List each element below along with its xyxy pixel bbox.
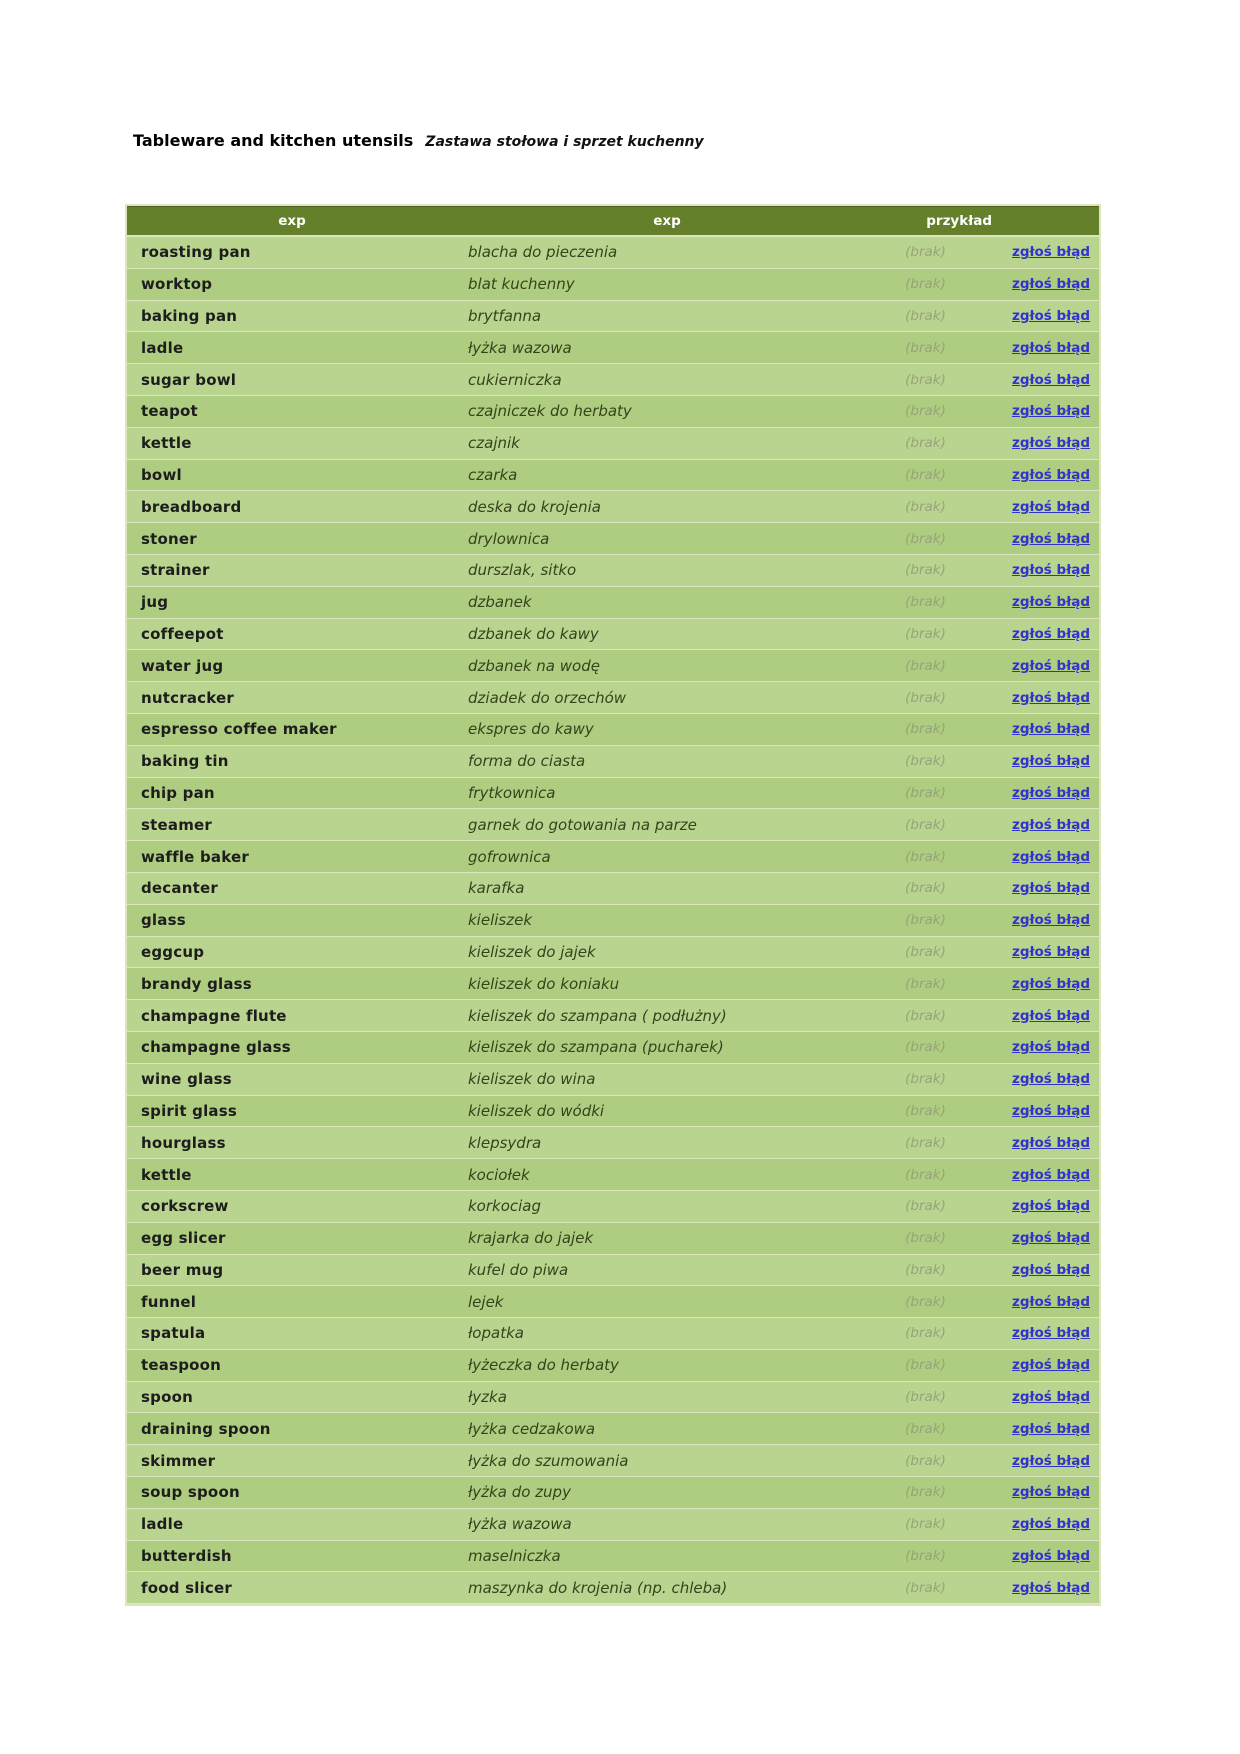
polish-translation: łyzka (468, 1388, 507, 1407)
english-term: waffle baker (141, 847, 249, 866)
report-error-link[interactable]: zgłoś błąd (1012, 594, 1090, 611)
report-error-link[interactable]: zgłoś błąd (1012, 816, 1090, 833)
english-term: spatula (141, 1324, 206, 1343)
polish-translation: czajniczek do herbaty (468, 402, 632, 421)
polish-translation: kieliszek do szampana ( podłużny) (468, 1006, 727, 1025)
report-error-link[interactable]: zgłoś błąd (1012, 1039, 1090, 1056)
report-error-link[interactable]: zgłoś błąd (1012, 912, 1090, 929)
polish-translation: dzbanek na wodę (468, 656, 600, 675)
english-term: glass (141, 911, 186, 930)
english-term: jug (141, 593, 169, 612)
table-row (127, 1191, 1099, 1222)
actions-cell (1000, 1509, 1099, 1540)
report-error-link[interactable]: zgłoś błąd (1012, 466, 1090, 483)
example-placeholder: (brak) (905, 1548, 946, 1565)
example-placeholder: (brak) (905, 1039, 946, 1056)
report-error-link[interactable]: zgłoś błąd (1012, 1484, 1090, 1501)
actions-cell (1000, 619, 1099, 650)
report-error-link[interactable]: zgłoś błąd (1012, 1071, 1090, 1088)
report-error-link[interactable]: zgłoś błąd (1012, 848, 1090, 865)
report-error-link[interactable]: zgłoś błąd (1012, 689, 1090, 706)
english-term: soup spoon (141, 1483, 240, 1502)
polish-translation: dzbanek do kawy (468, 624, 599, 643)
polish-translation: drylownica (468, 529, 550, 548)
report-error-link[interactable]: zgłoś błąd (1012, 943, 1090, 960)
example-placeholder: (brak) (905, 943, 946, 960)
english-term: champagne glass (141, 1038, 291, 1057)
polish-translation: łyżka do zupy (468, 1483, 571, 1502)
report-error-link[interactable]: zgłoś błąd (1012, 657, 1090, 674)
actions-cell (1000, 1541, 1099, 1572)
table-row (127, 1223, 1099, 1254)
example-placeholder: (brak) (905, 1516, 946, 1533)
page-subtitle: Zastawa stołowa i sprzet kuchenny (425, 134, 704, 150)
polish-translation: maszynka do krojenia (np. chleba) (468, 1578, 728, 1597)
polish-translation: kieliszek do koniaku (468, 974, 620, 993)
example-placeholder: (brak) (905, 1420, 946, 1437)
actions-cell (1000, 396, 1099, 427)
english-term: chip pan (141, 783, 215, 802)
report-error-link[interactable]: zgłoś błąd (1012, 721, 1090, 738)
actions-cell (1000, 1572, 1099, 1603)
example-placeholder: (brak) (905, 1484, 946, 1501)
example-placeholder: (brak) (905, 753, 946, 770)
report-error-link[interactable]: zgłoś błąd (1012, 530, 1090, 547)
english-term: bowl (141, 465, 182, 484)
example-placeholder: (brak) (905, 244, 946, 261)
polish-translation: lejek (468, 1292, 504, 1311)
actions-cell (1000, 682, 1099, 713)
report-error-link[interactable]: zgłoś błąd (1012, 784, 1090, 801)
actions-cell (1000, 460, 1099, 491)
report-error-link[interactable]: zgłoś błąd (1012, 880, 1090, 897)
actions-cell (1000, 778, 1099, 809)
example-placeholder: (brak) (905, 1102, 946, 1119)
actions-cell (1000, 587, 1099, 618)
report-error-link[interactable]: zgłoś błąd (1012, 1230, 1090, 1247)
report-error-link[interactable]: zgłoś błąd (1012, 1293, 1090, 1310)
english-term: hourglass (141, 1133, 226, 1152)
report-error-link[interactable]: zgłoś błąd (1012, 1198, 1090, 1215)
actions-cell (1000, 650, 1099, 681)
english-term: worktop (141, 275, 213, 294)
english-term: funnel (141, 1292, 197, 1311)
example-placeholder: (brak) (905, 689, 946, 706)
polish-translation: brytfanna (468, 306, 542, 325)
example-placeholder: (brak) (905, 466, 946, 483)
column-header-actions (1000, 207, 1099, 235)
actions-cell (1000, 1032, 1099, 1063)
column-header-przyklad: przykład (926, 213, 992, 229)
table-row (127, 1032, 1099, 1063)
actions-cell (1000, 841, 1099, 872)
actions-cell (1000, 1159, 1099, 1190)
example-placeholder: (brak) (905, 1293, 946, 1310)
english-term: breadboard (141, 497, 242, 516)
report-error-link[interactable]: zgłoś błąd (1012, 562, 1090, 579)
example-placeholder: (brak) (905, 1134, 946, 1151)
example-placeholder: (brak) (905, 403, 946, 420)
table-row (127, 428, 1099, 459)
english-term: spirit glass (141, 1101, 237, 1120)
report-error-link[interactable]: zgłoś błąd (1012, 625, 1090, 642)
actions-cell (1000, 809, 1099, 840)
example-placeholder: (brak) (905, 1389, 946, 1406)
english-term: skimmer (141, 1451, 216, 1470)
example-placeholder: (brak) (905, 912, 946, 929)
english-term: wine glass (141, 1070, 232, 1089)
actions-cell (1000, 237, 1099, 268)
example-placeholder: (brak) (905, 1198, 946, 1215)
report-error-link[interactable]: zgłoś błąd (1012, 975, 1090, 992)
actions-cell (1000, 1127, 1099, 1158)
actions-cell (1000, 714, 1099, 745)
english-term: baking tin (141, 752, 229, 771)
english-term: ladle (141, 1515, 184, 1534)
actions-cell (1000, 1000, 1099, 1031)
report-error-link[interactable]: zgłoś błąd (1012, 435, 1090, 452)
example-placeholder: (brak) (905, 784, 946, 801)
table-row (127, 1127, 1099, 1158)
english-term: steamer (141, 815, 212, 834)
table-row (127, 555, 1099, 586)
example-placeholder: (brak) (905, 625, 946, 642)
example-placeholder: (brak) (905, 1325, 946, 1342)
english-term: teapot (141, 402, 198, 421)
report-error-link[interactable]: zgłoś błąd (1012, 307, 1090, 324)
actions-cell (1000, 555, 1099, 586)
table-row (127, 1096, 1099, 1127)
polish-translation: kieliszek do jajek (468, 942, 596, 961)
report-error-link[interactable]: zgłoś błąd (1012, 1102, 1090, 1119)
polish-translation: kieliszek (468, 911, 533, 930)
table-row (127, 937, 1099, 968)
actions-cell (1000, 905, 1099, 936)
report-error-link[interactable]: zgłoś błąd (1012, 1007, 1090, 1024)
polish-translation: garnek do gotowania na parze (468, 815, 697, 834)
polish-translation: kufel do piwa (468, 1260, 569, 1279)
english-term: food slicer (141, 1578, 232, 1597)
actions-cell (1000, 301, 1099, 332)
actions-cell (1000, 1191, 1099, 1222)
actions-cell (1000, 1318, 1099, 1349)
english-term: eggcup (141, 942, 205, 961)
actions-cell (1000, 523, 1099, 554)
polish-translation: kieliszek do wódki (468, 1101, 605, 1120)
english-term: brandy glass (141, 974, 252, 993)
report-error-link[interactable]: zgłoś błąd (1012, 403, 1090, 420)
polish-translation: korkociag (468, 1197, 542, 1216)
table-row (127, 1064, 1099, 1095)
english-term: baking pan (141, 306, 238, 325)
polish-translation: deska do krojenia (468, 497, 601, 516)
actions-cell (1000, 1064, 1099, 1095)
table-row (127, 587, 1099, 618)
table-row (127, 1286, 1099, 1317)
actions-cell (1000, 1096, 1099, 1127)
example-placeholder: (brak) (905, 371, 946, 388)
page-title: Tableware and kitchen utensils (133, 131, 414, 150)
report-error-link[interactable]: zgłoś błąd (1012, 1357, 1090, 1374)
actions-cell (1000, 269, 1099, 300)
english-term: spoon (141, 1388, 193, 1407)
english-term: draining spoon (141, 1419, 271, 1438)
actions-cell (1000, 1350, 1099, 1381)
polish-translation: ekspres do kawy (468, 720, 594, 739)
table-row (127, 396, 1099, 427)
actions-cell (1000, 332, 1099, 363)
example-placeholder: (brak) (905, 1230, 946, 1247)
example-placeholder: (brak) (905, 530, 946, 547)
example-placeholder: (brak) (905, 498, 946, 515)
polish-translation: dziadek do orzechów (468, 688, 627, 707)
example-placeholder: (brak) (905, 1357, 946, 1374)
example-placeholder: (brak) (905, 975, 946, 992)
english-term: nutcracker (141, 688, 234, 707)
polish-translation: maselniczka (468, 1547, 561, 1566)
polish-translation: dzbanek (468, 593, 532, 612)
polish-translation: łyżka do szumowania (468, 1451, 629, 1470)
english-term: teaspoon (141, 1356, 222, 1375)
table-row (127, 1541, 1099, 1572)
polish-translation: łyżka wazowa (468, 1515, 572, 1534)
table-row (127, 968, 1099, 999)
polish-translation: krajarka do jajek (468, 1229, 594, 1248)
report-error-link[interactable]: zgłoś błąd (1012, 1579, 1090, 1596)
example-placeholder: (brak) (905, 1071, 946, 1088)
table-row (127, 364, 1099, 395)
english-term: water jug (141, 656, 224, 675)
english-term: corkscrew (141, 1197, 229, 1216)
polish-translation: durszlak, sitko (468, 561, 577, 580)
polish-translation: łopatka (468, 1324, 524, 1343)
polish-translation: cukierniczka (468, 370, 562, 389)
example-placeholder: (brak) (905, 1166, 946, 1183)
actions-cell (1000, 968, 1099, 999)
actions-cell (1000, 1286, 1099, 1317)
table-row (127, 714, 1099, 745)
table-row (127, 1572, 1099, 1603)
table-row (127, 1477, 1099, 1508)
example-placeholder: (brak) (905, 276, 946, 293)
english-term: coffeepot (141, 624, 224, 643)
report-error-link[interactable]: zgłoś błąd (1012, 371, 1090, 388)
example-placeholder: (brak) (905, 307, 946, 324)
english-term: kettle (141, 1165, 192, 1184)
table-row (127, 619, 1099, 650)
example-placeholder: (brak) (905, 435, 946, 452)
english-term: ladle (141, 338, 184, 357)
actions-cell (1000, 491, 1099, 522)
table-row (127, 1000, 1099, 1031)
table-row (127, 905, 1099, 936)
example-placeholder: (brak) (905, 594, 946, 611)
column-header-exp-polish: exp (653, 213, 681, 229)
english-term: decanter (141, 879, 218, 898)
example-placeholder: (brak) (905, 721, 946, 738)
report-error-link[interactable]: zgłoś błąd (1012, 1420, 1090, 1437)
example-placeholder: (brak) (905, 657, 946, 674)
polish-translation: blacha do pieczenia (468, 243, 618, 262)
actions-cell (1000, 1382, 1099, 1413)
english-term: butterdish (141, 1547, 232, 1566)
example-placeholder: (brak) (905, 1452, 946, 1469)
report-error-link[interactable]: zgłoś błąd (1012, 498, 1090, 515)
polish-translation: łyżeczka do herbaty (468, 1356, 619, 1375)
table-row (127, 1413, 1099, 1444)
report-error-link[interactable]: zgłoś błąd (1012, 1134, 1090, 1151)
table-row (127, 746, 1099, 777)
example-placeholder: (brak) (905, 562, 946, 579)
polish-translation: kociołek (468, 1165, 530, 1184)
actions-cell (1000, 1445, 1099, 1476)
report-error-link[interactable]: zgłoś błąd (1012, 1325, 1090, 1342)
actions-cell (1000, 1477, 1099, 1508)
polish-translation: łyżka wazowa (468, 338, 572, 357)
report-error-link[interactable]: zgłoś błąd (1012, 1548, 1090, 1565)
polish-translation: kieliszek do wina (468, 1070, 596, 1089)
table-row (127, 1318, 1099, 1349)
example-placeholder: (brak) (905, 1261, 946, 1278)
report-error-link[interactable]: zgłoś błąd (1012, 1516, 1090, 1533)
report-error-link[interactable]: zgłoś błąd (1012, 244, 1090, 261)
table-row (127, 873, 1099, 904)
report-error-link[interactable]: zgłoś błąd (1012, 339, 1090, 356)
table-row (127, 1509, 1099, 1540)
english-term: kettle (141, 434, 192, 453)
table-row (127, 237, 1099, 268)
example-placeholder: (brak) (905, 1007, 946, 1024)
table-row (127, 650, 1099, 681)
table-row (127, 778, 1099, 809)
report-error-link[interactable]: zgłoś błąd (1012, 1452, 1090, 1469)
polish-translation: frytkownica (468, 783, 556, 802)
english-term: espresso coffee maker (141, 720, 337, 739)
report-error-link[interactable]: zgłoś błąd (1012, 753, 1090, 770)
example-placeholder: (brak) (905, 816, 946, 833)
polish-translation: czajnik (468, 434, 520, 453)
polish-translation: blat kuchenny (468, 275, 575, 294)
table-row (127, 682, 1099, 713)
table-row (127, 1445, 1099, 1476)
vocab-table-body (127, 237, 1099, 1603)
table-row (127, 269, 1099, 300)
english-term: roasting pan (141, 243, 251, 262)
table-row (127, 491, 1099, 522)
example-placeholder: (brak) (905, 880, 946, 897)
actions-cell (1000, 364, 1099, 395)
polish-translation: forma do ciasta (468, 752, 586, 771)
table-row (127, 1350, 1099, 1381)
table-row (127, 1255, 1099, 1286)
english-term: sugar bowl (141, 370, 237, 389)
table-header-row (127, 206, 1099, 235)
table-row (127, 332, 1099, 363)
actions-cell (1000, 873, 1099, 904)
table-row (127, 523, 1099, 554)
column-header-exp-english: exp (278, 213, 306, 229)
actions-cell (1000, 937, 1099, 968)
polish-translation: czarka (468, 465, 518, 484)
english-term: strainer (141, 561, 210, 580)
actions-cell (1000, 1255, 1099, 1286)
actions-cell (1000, 1223, 1099, 1254)
english-term: beer mug (141, 1260, 224, 1279)
example-placeholder: (brak) (905, 339, 946, 356)
example-placeholder: (brak) (905, 1579, 946, 1596)
doc-title (133, 131, 704, 150)
english-term: egg slicer (141, 1229, 226, 1248)
table-row (127, 301, 1099, 332)
report-error-link[interactable]: zgłoś błąd (1012, 1261, 1090, 1278)
report-error-link[interactable]: zgłoś błąd (1012, 1166, 1090, 1183)
english-term: stoner (141, 529, 197, 548)
table-row (127, 1159, 1099, 1190)
polish-translation: łyżka cedzakowa (468, 1419, 596, 1438)
example-placeholder: (brak) (905, 848, 946, 865)
polish-translation: gofrownica (468, 847, 551, 866)
table-row (127, 1382, 1099, 1413)
actions-cell (1000, 1413, 1099, 1444)
table-row (127, 809, 1099, 840)
polish-translation: klepsydra (468, 1133, 542, 1152)
polish-translation: karafka (468, 879, 525, 898)
actions-cell (1000, 428, 1099, 459)
table-row (127, 841, 1099, 872)
table-row (127, 460, 1099, 491)
report-error-link[interactable]: zgłoś błąd (1012, 276, 1090, 293)
report-error-link[interactable]: zgłoś błąd (1012, 1389, 1090, 1406)
english-term: champagne flute (141, 1006, 287, 1025)
actions-cell (1000, 746, 1099, 777)
vocab-table (125, 204, 1101, 1606)
polish-translation: kieliszek do szampana (pucharek) (468, 1038, 724, 1057)
